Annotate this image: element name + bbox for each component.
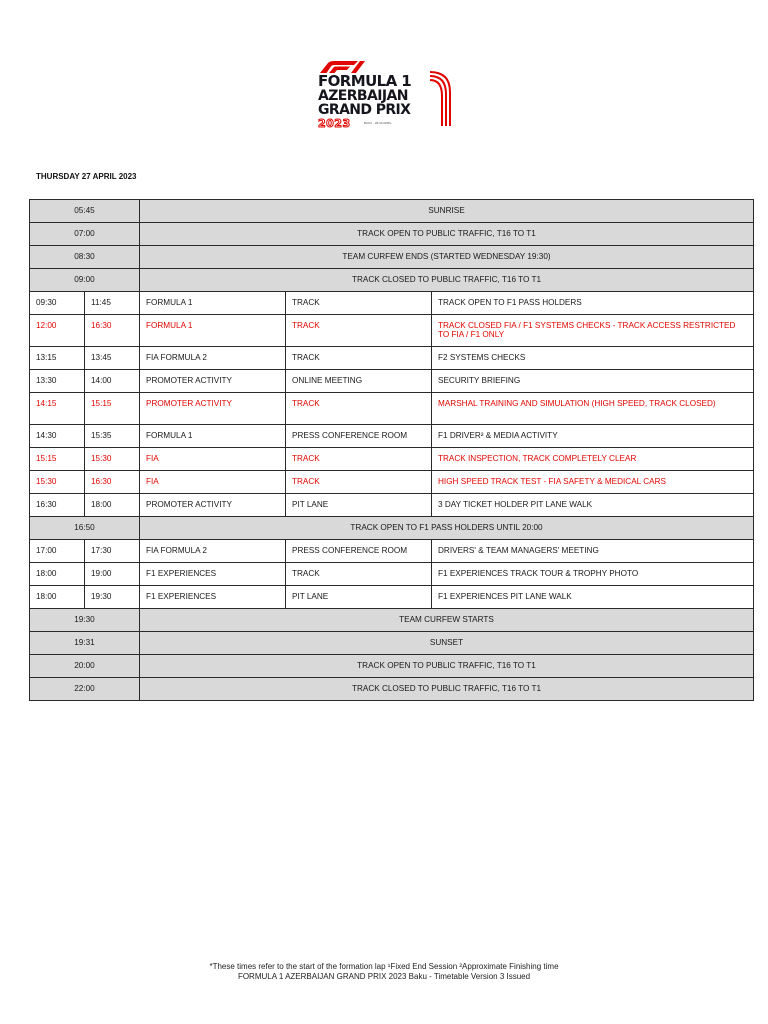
schedule-row bbox=[30, 609, 754, 632]
schedule-row bbox=[30, 632, 754, 655]
category-cell: PROMOTER ACTIVITY bbox=[140, 393, 286, 425]
logo-line-azerbaijan: AZERBAIJAN bbox=[318, 88, 408, 104]
schedule-row bbox=[30, 425, 754, 448]
location-cell: PIT LANE bbox=[286, 494, 432, 517]
logo-year: 2023 bbox=[318, 117, 351, 130]
end-time-cell: 14:00 bbox=[85, 370, 140, 393]
category-cell: F1 EXPERIENCES bbox=[140, 586, 286, 609]
schedule-row bbox=[30, 655, 754, 678]
start-time-cell: 13:15 bbox=[30, 347, 85, 370]
description-cell: TRACK OPEN TO PUBLIC TRAFFIC, T16 TO T1 bbox=[140, 223, 754, 246]
footnote: *These times refer to the start of the formation lap ¹Fixed End Session ²Approximate Finishing time bbox=[209, 962, 559, 971]
start-time-cell: 15:15 bbox=[30, 448, 85, 471]
category-cell: FIA bbox=[140, 471, 286, 494]
activity-cell: TRACK INSPECTION, TRACK COMPLETELY CLEAR bbox=[432, 448, 754, 471]
schedule-row bbox=[30, 678, 754, 701]
start-time-cell: 12:00 bbox=[30, 315, 85, 347]
description-cell: TEAM CURFEW STARTS bbox=[140, 609, 754, 632]
location-cell: PRESS CONFERENCE ROOM bbox=[286, 425, 432, 448]
activity-cell: TRACK OPEN TO F1 PASS HOLDERS bbox=[432, 292, 754, 315]
end-time-cell: 11:45 bbox=[85, 292, 140, 315]
schedule-row bbox=[30, 370, 754, 393]
category-cell: FIA FORMULA 2 bbox=[140, 540, 286, 563]
schedule-row bbox=[30, 494, 754, 517]
start-time-cell: 14:30 bbox=[30, 425, 85, 448]
date-heading: THURSDAY 27 APRIL 2023 bbox=[36, 172, 137, 181]
end-time-cell: 15:35 bbox=[85, 425, 140, 448]
document-footer: FORMULA 1 AZERBAIJAN GRAND PRIX 2023 Baku - Timetable Version 3 Issued bbox=[237, 972, 531, 981]
schedule-row bbox=[30, 200, 754, 223]
start-time-cell: 15:30 bbox=[30, 471, 85, 494]
location-cell: TRACK bbox=[286, 448, 432, 471]
description-cell: SUNRISE bbox=[140, 200, 754, 223]
end-time-cell: 13:45 bbox=[85, 347, 140, 370]
location-cell: TRACK bbox=[286, 563, 432, 586]
start-time-cell: 16:30 bbox=[30, 494, 85, 517]
location-cell: PIT LANE bbox=[286, 586, 432, 609]
activity-cell: 3 DAY TICKET HOLDER PIT LANE WALK bbox=[432, 494, 754, 517]
schedule-row bbox=[30, 246, 754, 269]
location-cell: TRACK bbox=[286, 393, 432, 425]
description-cell: TRACK CLOSED TO PUBLIC TRAFFIC, T16 TO T1 bbox=[140, 678, 754, 701]
start-time-cell: 13:30 bbox=[30, 370, 85, 393]
description-cell: TRACK OPEN TO F1 PASS HOLDERS UNTIL 20:00 bbox=[140, 517, 754, 540]
schedule-row bbox=[30, 223, 754, 246]
time-cell: 16:50 bbox=[30, 517, 140, 540]
end-time-cell: 18:00 bbox=[85, 494, 140, 517]
end-time-cell: 16:30 bbox=[85, 471, 140, 494]
end-time-cell: 15:15 bbox=[85, 393, 140, 425]
start-time-cell: 17:00 bbox=[30, 540, 85, 563]
schedule-table bbox=[29, 199, 754, 701]
start-time-cell: 14:15 bbox=[30, 393, 85, 425]
end-time-cell: 16:30 bbox=[85, 315, 140, 347]
description-cell: TRACK CLOSED TO PUBLIC TRAFFIC, T16 TO T1 bbox=[140, 269, 754, 292]
activity-cell: F1 DRIVER² & MEDIA ACTIVITY bbox=[432, 425, 754, 448]
time-cell: 09:00 bbox=[30, 269, 140, 292]
location-cell: TRACK bbox=[286, 347, 432, 370]
logo-line-formula1: FORMULA 1 bbox=[318, 72, 412, 90]
end-time-cell: 17:30 bbox=[85, 540, 140, 563]
event-logo bbox=[316, 58, 452, 130]
activity-cell: F1 EXPERIENCES TRACK TOUR & TROPHY PHOTO bbox=[432, 563, 754, 586]
category-cell: F1 EXPERIENCES bbox=[140, 563, 286, 586]
category-cell: FORMULA 1 bbox=[140, 425, 286, 448]
circuit-stripes-icon bbox=[428, 68, 454, 128]
activity-cell: F1 EXPERIENCES PIT LANE WALK bbox=[432, 586, 754, 609]
category-cell: FIA FORMULA 2 bbox=[140, 347, 286, 370]
schedule-row bbox=[30, 347, 754, 370]
description-cell: TRACK OPEN TO PUBLIC TRAFFIC, T16 TO T1 bbox=[140, 655, 754, 678]
schedule-row bbox=[30, 393, 754, 425]
schedule-row bbox=[30, 563, 754, 586]
start-time-cell: 18:00 bbox=[30, 586, 85, 609]
logo-subtitle: BAKU · 28-30 APRIL bbox=[364, 121, 392, 125]
activity-cell: MARSHAL TRAINING AND SIMULATION (HIGH SPEED, TRACK CLOSED) bbox=[432, 393, 754, 425]
activity-cell: TRACK CLOSED FIA / F1 SYSTEMS CHECKS - TRACK ACCESS RESTRICTED TO FIA / F1 ONLY bbox=[432, 315, 754, 347]
schedule-row bbox=[30, 448, 754, 471]
schedule-row bbox=[30, 292, 754, 315]
location-cell: TRACK bbox=[286, 471, 432, 494]
description-cell: SUNSET bbox=[140, 632, 754, 655]
time-cell: 19:30 bbox=[30, 609, 140, 632]
schedule-row bbox=[30, 517, 754, 540]
location-cell: TRACK bbox=[286, 292, 432, 315]
logo-line-grand-prix: GRAND PRIX bbox=[318, 102, 411, 118]
category-cell: PROMOTER ACTIVITY bbox=[140, 370, 286, 393]
category-cell: PROMOTER ACTIVITY bbox=[140, 494, 286, 517]
end-time-cell: 19:30 bbox=[85, 586, 140, 609]
schedule-row bbox=[30, 269, 754, 292]
description-cell: TEAM CURFEW ENDS (STARTED WEDNESDAY 19:30) bbox=[140, 246, 754, 269]
schedule-row bbox=[30, 315, 754, 347]
time-cell: 05:45 bbox=[30, 200, 140, 223]
location-cell: ONLINE MEETING bbox=[286, 370, 432, 393]
schedule-row bbox=[30, 471, 754, 494]
end-time-cell: 15:30 bbox=[85, 448, 140, 471]
time-cell: 19:31 bbox=[30, 632, 140, 655]
time-cell: 22:00 bbox=[30, 678, 140, 701]
location-cell: TRACK bbox=[286, 315, 432, 347]
category-cell: FIA bbox=[140, 448, 286, 471]
activity-cell: DRIVERS' & TEAM MANAGERS' MEETING bbox=[432, 540, 754, 563]
time-cell: 07:00 bbox=[30, 223, 140, 246]
time-cell: 20:00 bbox=[30, 655, 140, 678]
activity-cell: SECURITY BRIEFING bbox=[432, 370, 754, 393]
activity-cell: F2 SYSTEMS CHECKS bbox=[432, 347, 754, 370]
schedule-row bbox=[30, 540, 754, 563]
time-cell: 08:30 bbox=[30, 246, 140, 269]
end-time-cell: 19:00 bbox=[85, 563, 140, 586]
activity-cell: HIGH SPEED TRACK TEST - FIA SAFETY & MEDICAL CARS bbox=[432, 471, 754, 494]
start-time-cell: 09:30 bbox=[30, 292, 85, 315]
start-time-cell: 18:00 bbox=[30, 563, 85, 586]
category-cell: FORMULA 1 bbox=[140, 315, 286, 347]
location-cell: PRESS CONFERENCE ROOM bbox=[286, 540, 432, 563]
category-cell: FORMULA 1 bbox=[140, 292, 286, 315]
schedule-row bbox=[30, 586, 754, 609]
